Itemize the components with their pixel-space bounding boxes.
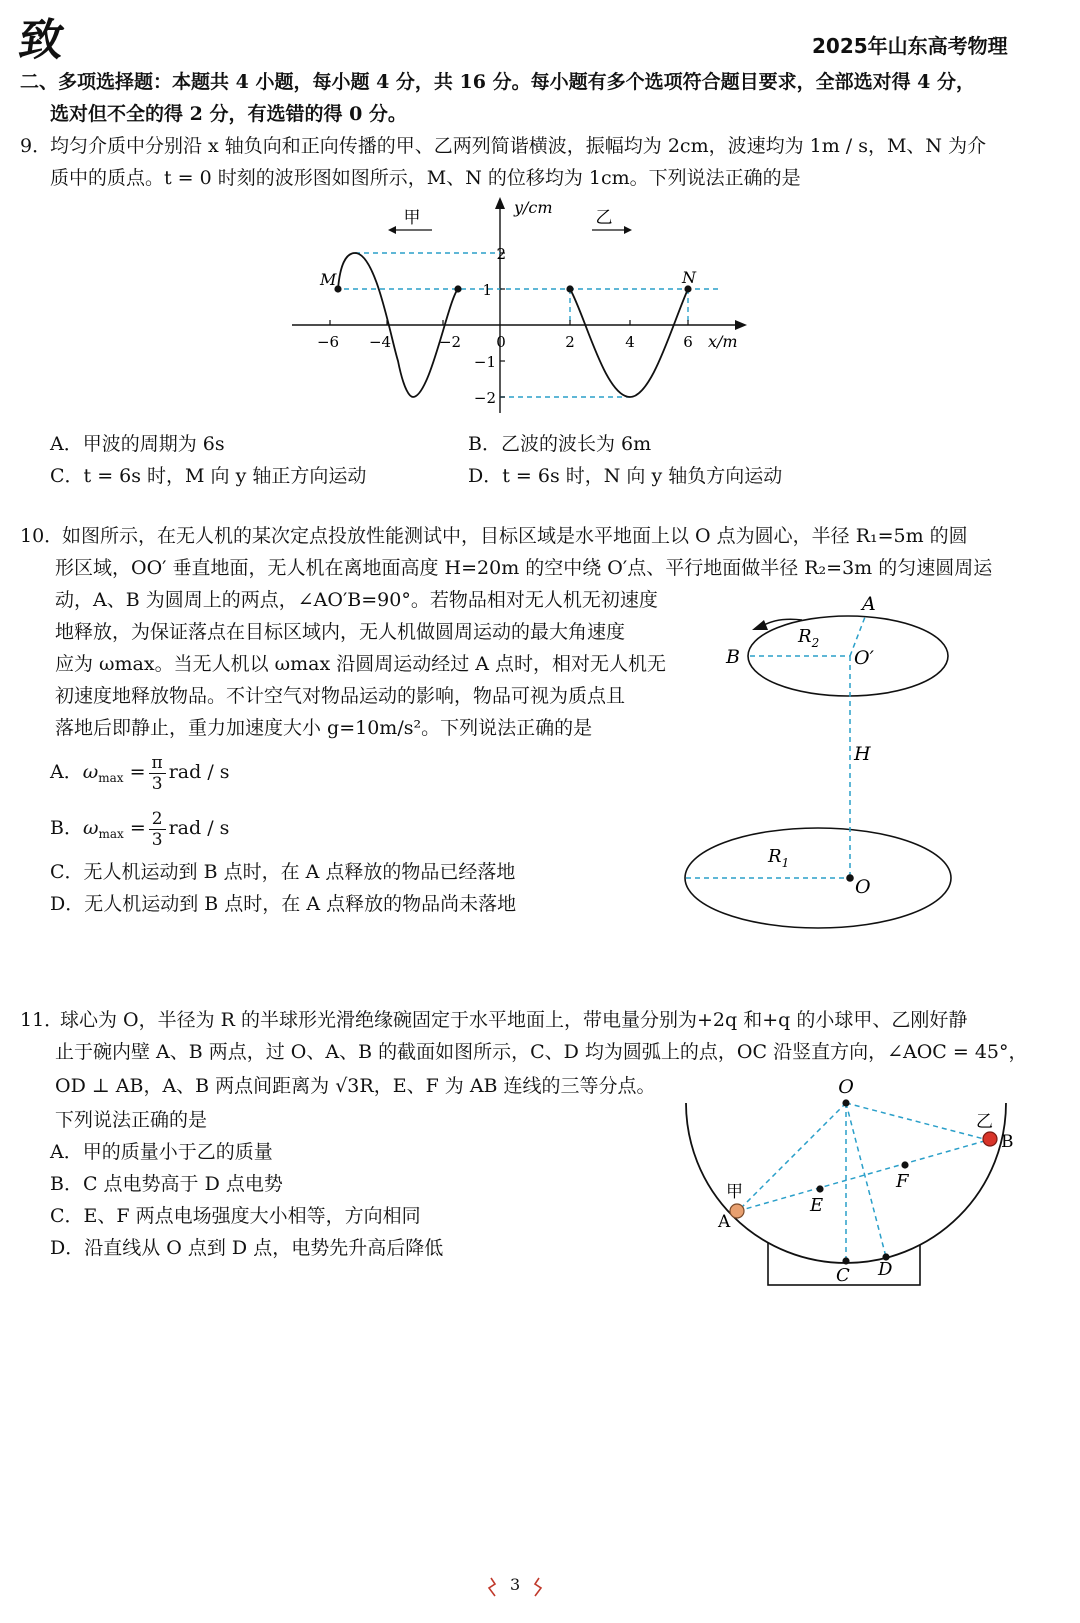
point-a-label: A	[718, 1212, 731, 1232]
q10-drone-figure	[680, 590, 970, 935]
q9-option-a: A．甲波的周期为 6s	[50, 433, 225, 455]
point-a-label: A	[862, 593, 876, 615]
x-tick-label: −4	[368, 333, 392, 351]
q9-option-b: B．乙波的波长为 6m	[468, 433, 652, 455]
equals-sign: =	[129, 817, 146, 839]
omega-subscript: max	[98, 827, 124, 841]
x-tick-label: −6	[316, 333, 340, 351]
q11-line4: 下列说法正确的是	[55, 1109, 208, 1131]
section-heading-line2: 选对但不全的得 2 分，有选错的得 0 分。	[50, 103, 407, 125]
q9-line1: 均匀介质中分别沿 x 轴负向和正向传播的甲、乙两列简谐横波，振幅均为 2cm，波速均为 1m / s，M、N 为介	[50, 135, 987, 157]
q11-line2: 止于碗内壁 A、B 两点，过 O、A、B 的截面如图所示，C、D 均为圆弧上的点，OC 沿竖直方向，∠AOC = 45°，	[55, 1041, 1028, 1063]
r1-label: $R_1$	[768, 846, 790, 870]
point-b-label: B	[1001, 1132, 1014, 1152]
point-f-label: F	[896, 1171, 909, 1192]
q11-line1: 球心为 O，半径为 R 的半球形光滑绝缘碗固定于水平地面上，带电量分别为+2q 和+q 的小球甲、乙刚好静	[60, 1009, 968, 1031]
q11-bowl-figure	[670, 1075, 1030, 1295]
q10-line2: 形区域，OO′ 垂直地面，无人机在离地面高度 H=20m 的空中绕 O′点、平行地面做半径 R₂=3m 的匀速圆周运	[55, 557, 993, 579]
option-prefix: B．	[50, 817, 83, 839]
q10-line4: 地释放，为保证落点在目标区域内，无人机做圆周运动的最大角速度	[55, 621, 626, 643]
q11-option-d: D．沿直线从 O 点到 D 点，电势先升高后降低	[50, 1237, 444, 1259]
q9-wave-figure	[280, 195, 750, 420]
wave-label-yi: 乙	[595, 208, 613, 228]
omega-symbol: ω	[82, 817, 99, 839]
x-tick-label: 0	[496, 333, 506, 351]
y-tick-label: 1	[482, 281, 492, 299]
q9-option-c: C．t = 6s 时，M 向 y 轴正方向运动	[50, 465, 367, 487]
page-number: 3	[510, 1575, 521, 1594]
q11-number: 11．	[20, 1009, 64, 1031]
q11-line3: OD ⊥ AB，A、B 两点间距离为 √3R，E、F 为 AB 连线的三等分点。	[55, 1075, 656, 1097]
section-heading-line1: 二、多项选择题：本题共 4 小题，每小题 4 分，共 16 分。每小题有多个选项符合题目要求，全部选对得 4 分，	[20, 71, 976, 93]
y-tick-label: −2	[473, 389, 496, 407]
ball-jia-label: 甲	[726, 1182, 743, 1202]
q9-number: 9．	[20, 135, 52, 157]
ball-jia	[730, 1204, 744, 1218]
fraction-denominator: 3	[151, 773, 163, 794]
point-m-label: M	[320, 270, 337, 289]
y-tick-label: −1	[473, 353, 496, 371]
q10-line7: 落地后即静止，重力加速度大小 g=10m/s²。下列说法正确的是	[55, 717, 593, 739]
fraction-numerator: 2	[149, 809, 166, 830]
h-label: H	[854, 743, 871, 765]
q10-option-d: D．无人机运动到 B 点时，在 A 点释放的物品尚未落地	[50, 893, 517, 915]
point-n-label: N	[682, 268, 696, 287]
x-tick-label: −2	[438, 333, 462, 351]
point-o-label: O	[838, 1076, 854, 1098]
point-e-label: E	[810, 1195, 824, 1216]
q10-line5: 应为 ωmax。当无人机以 ωmax 沿圆周运动经过 A 点时，相对无人机无	[55, 653, 667, 675]
y-axis-label: y/cm	[514, 198, 553, 217]
r2-label: $R_2$	[798, 626, 820, 650]
unit: rad / s	[168, 761, 230, 783]
point-b-label: B	[726, 646, 740, 668]
fraction	[149, 809, 166, 850]
q10-line3: 动，A、B 为圆周上的两点，∠AO′B=90°。若物品相对无人机无初速度	[55, 589, 658, 611]
point-o-prime-label: O′	[854, 647, 874, 669]
fraction-numerator: π	[149, 753, 166, 774]
point-c-label: C	[836, 1265, 850, 1286]
fraction	[149, 753, 166, 794]
wave-label-jia: 甲	[403, 208, 421, 228]
x-axis-label: x/m	[708, 332, 738, 351]
equals-sign: =	[129, 761, 146, 783]
omega-subscript: max	[98, 771, 124, 785]
ball-yi-label: 乙	[976, 1112, 993, 1132]
q10-option-c: C．无人机运动到 B 点时，在 A 点释放的物品已经落地	[50, 861, 516, 883]
page-title: 2025年山东高考物理	[812, 34, 1008, 58]
q10-line6: 初速度地释放物品。不计空气对物品运动的影响，物品可视为质点且	[55, 685, 626, 707]
ball-yi	[983, 1132, 997, 1146]
q9-line2: 质中的质点。t = 0 时刻的波形图如图所示，M、N 的位移均为 1cm。下列说法正确的是	[50, 167, 801, 189]
q11-option-c: C．E、F 两点电场强度大小相等，方向相同	[50, 1205, 421, 1227]
point-o-label: O	[855, 876, 871, 898]
header-logo: 致	[15, 15, 67, 66]
option-prefix: A．	[50, 761, 83, 783]
fraction-denominator: 3	[151, 829, 163, 850]
x-tick-label: 4	[625, 333, 635, 351]
unit: rad / s	[168, 817, 230, 839]
y-tick-label: 2	[496, 245, 506, 263]
q11-option-a: A．甲的质量小于乙的质量	[50, 1141, 273, 1163]
point-d-label: D	[878, 1259, 893, 1280]
q10-line1: 如图所示，在无人机的某次定点投放性能测试中，目标区域是水平地面上以 O 点为圆心，半径 R₁=5m 的圆	[62, 525, 968, 547]
x-tick-label: 6	[683, 333, 693, 351]
q9-option-d: D．t = 6s 时，N 向 y 轴负方向运动	[468, 465, 783, 487]
q11-option-b: B．C 点电势高于 D 点电势	[50, 1173, 283, 1195]
omega-symbol: ω	[82, 761, 99, 783]
q10-option-b	[50, 808, 229, 854]
x-tick-label: 2	[565, 333, 575, 351]
q10-option-a	[50, 752, 230, 798]
q10-number: 10．	[20, 525, 64, 547]
